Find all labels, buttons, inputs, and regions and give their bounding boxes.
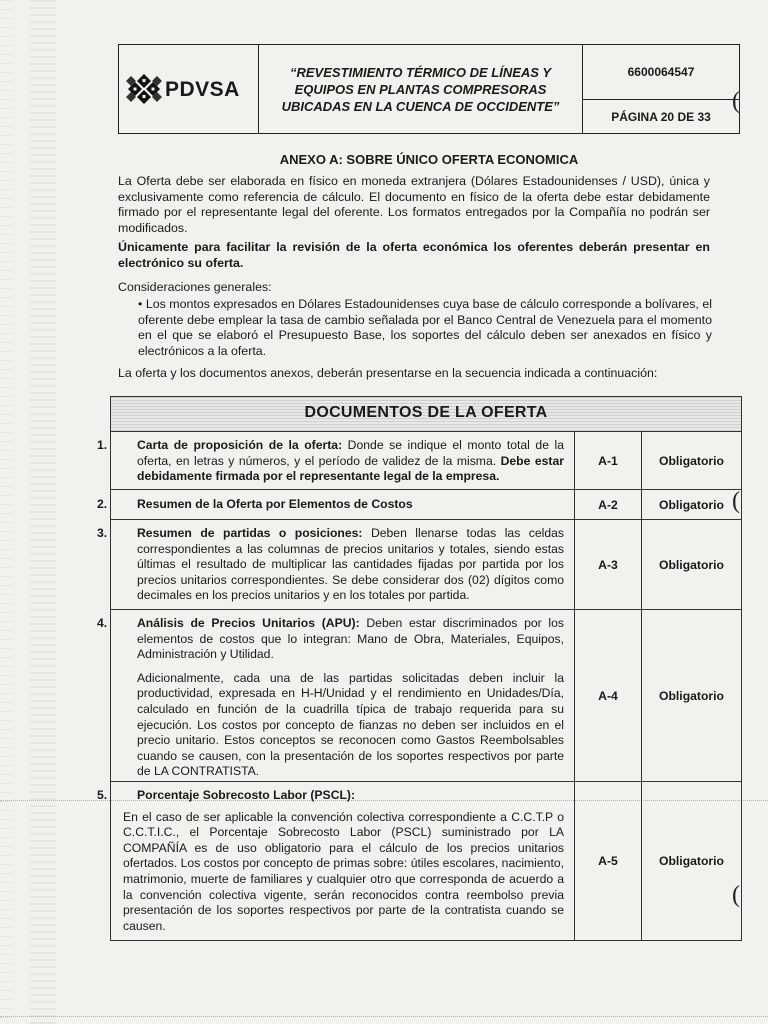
row-description — [97, 520, 575, 609]
row-status: Obligatorio — [659, 497, 724, 512]
row-title: Análisis de Precios Unitarios (APU): — [137, 616, 360, 630]
row-description — [97, 432, 575, 489]
consideration-bullet: • Los montos expresados en Dólares Estadounidenses cuya base de cálculo corresponde a bolívares, el oferente debe emplear la tasa de cambio señalada por el Banco Central de Venezuela para el momento en el que se elaboró el Presupuesto Base, los soportes del cálculo deben ser anexados en físico y electrónicos a la oferta. — [138, 297, 712, 358]
row-text: Deben estar discriminados por los elementos de costos que lo integran: Mano de Obra, Materiales, Equipos, Administración y Utilidad. — [137, 616, 564, 662]
documents-table — [97, 396, 742, 941]
row-title: Porcentaje Sobrecosto Labor (PSCL): — [137, 788, 356, 802]
row-number: 4. — [97, 616, 108, 630]
scan-edge-artifact — [0, 0, 12, 1024]
logo-wordmark: PDVSA — [165, 78, 240, 101]
row-title: Resumen de partidas o posiciones: — [137, 526, 363, 540]
electronic-note: Únicamente para facilitar la revisión de la oferta económica los oferentes deberán presentar en electrónico su oferta. — [118, 240, 710, 270]
table-heading-label: DOCUMENTOS DE LA OFERTA — [304, 404, 548, 421]
margin-mark: ( — [732, 488, 740, 514]
table-row — [97, 520, 741, 610]
row-text: Deben llenarse todas las celdas correspondientes a las columnas de precios unitarios y totales, siendo estas últimas el resultado de multiplicar las cantidades fijadas por partida por los precios unitarios correspondientes. Se debe considerar dos (02) dígitos como decimales en los precios unitarios y en los totales por partida. — [137, 526, 564, 603]
row-number: 3. — [97, 526, 108, 540]
page-number: PÁGINA 20 DE 33 — [611, 109, 711, 124]
row-number: 5. — [97, 788, 108, 802]
margin-mark: ( — [732, 882, 740, 908]
row-description — [97, 490, 575, 519]
scan-dotted-line — [0, 1016, 768, 1017]
table-row — [97, 490, 741, 520]
row-number: 2. — [97, 497, 108, 511]
row-additional-text: En el caso de ser aplicable la convención colectiva correspondiente a C.C.T.P o C.C.T.I.C., el Porcentaje Sobrecosto Labor (PSCL) suministrado por LA COMPAÑÍA es de uso obligatorio para el cálculo de los precios unitarios ofertados. Los costos por concepto de primas sobre: útiles escolares, nacimiento, matrimonio, muerte de familiares y cualquier otro que corresponda de acuerdo a la convención colectiva vigente, serán reconocidos contra reembolso previa presentación de los soportes respectivos por parte de la contratista cuando se causen. — [123, 809, 564, 933]
considerations-label: Consideraciones generales: — [118, 280, 272, 294]
document-title: “REVESTIMIENTO TÉRMICO DE LÍNEAS Y EQUIPOS EN PLANTAS COMPRESORAS UBICADAS EN LA CUENCA DE OCCIDENTE” — [259, 45, 583, 133]
row-text: Donde se indique el monto total de la oferta, en letras y números, y el período de validez de la misma. — [137, 438, 564, 468]
row-number: 1. — [97, 438, 108, 452]
row-description — [97, 610, 575, 781]
row-code: A-4 — [575, 610, 642, 781]
table-heading — [111, 397, 741, 432]
row-title: Carta de proposición de la oferta: — [137, 438, 343, 452]
row-status: Obligatorio — [659, 854, 724, 868]
row-status: Obligatorio — [659, 688, 724, 703]
document-header — [118, 44, 740, 134]
pdvsa-logo — [119, 45, 259, 133]
row-code: A-1 — [575, 432, 642, 489]
table-row — [97, 782, 741, 940]
row-code: A-5 — [575, 782, 642, 940]
row-additional-text: Adicionalmente, cada una de las partidas solicitadas deben incluir la productividad, expresada en H-H/Unidad y el rendimiento en Unidades/Día, calculado en función de la cuadrilla típica de trabajo requerida para su ejecución. Los costos por concepto de fianzas no deben ser incluidos en el precio unitario. Estos conceptos se reconocen como Gastos Reembolsables cuando se causen, con la presentación de los soportes respectivos por parte de LA CONTRATISTA. — [137, 670, 564, 779]
row-title: Resumen de la Oferta por Elementos de Costos — [137, 497, 413, 511]
row-status: Obligatorio — [659, 453, 724, 468]
annex-heading: ANEXO A: SOBRE ÚNICO OFERTA ECONOMICA — [279, 152, 579, 167]
scan-binding-artifact — [30, 0, 56, 1024]
pdvsa-emblem-icon — [125, 73, 163, 105]
intro-paragraph: La Oferta debe ser elaborada en físico en moneda extranjera (Dólares Estadounidenses / USD), única y exclusivamente como referencia de cálculo. El documento en físico de la oferta debe estar debidamente firmado por el representante legal del oferente. Los formatos entregados por la Compañía no podrán ser modificados. — [118, 174, 710, 235]
contract-number: 6600064547 — [583, 45, 739, 100]
sequence-note: La oferta y los documentos anexos, deberán presentarse en la secuencia indicada a continuación: — [118, 366, 658, 380]
margin-mark: ( — [732, 88, 740, 114]
table-row — [97, 432, 741, 490]
row-status: Obligatorio — [659, 557, 724, 572]
row-code: A-2 — [575, 490, 642, 519]
row-description — [97, 782, 575, 940]
row-code: A-3 — [575, 520, 642, 609]
row-bold-text: Debe estar debidamente firmada por el representante legal de la empresa. — [137, 453, 564, 484]
table-row — [97, 610, 741, 782]
